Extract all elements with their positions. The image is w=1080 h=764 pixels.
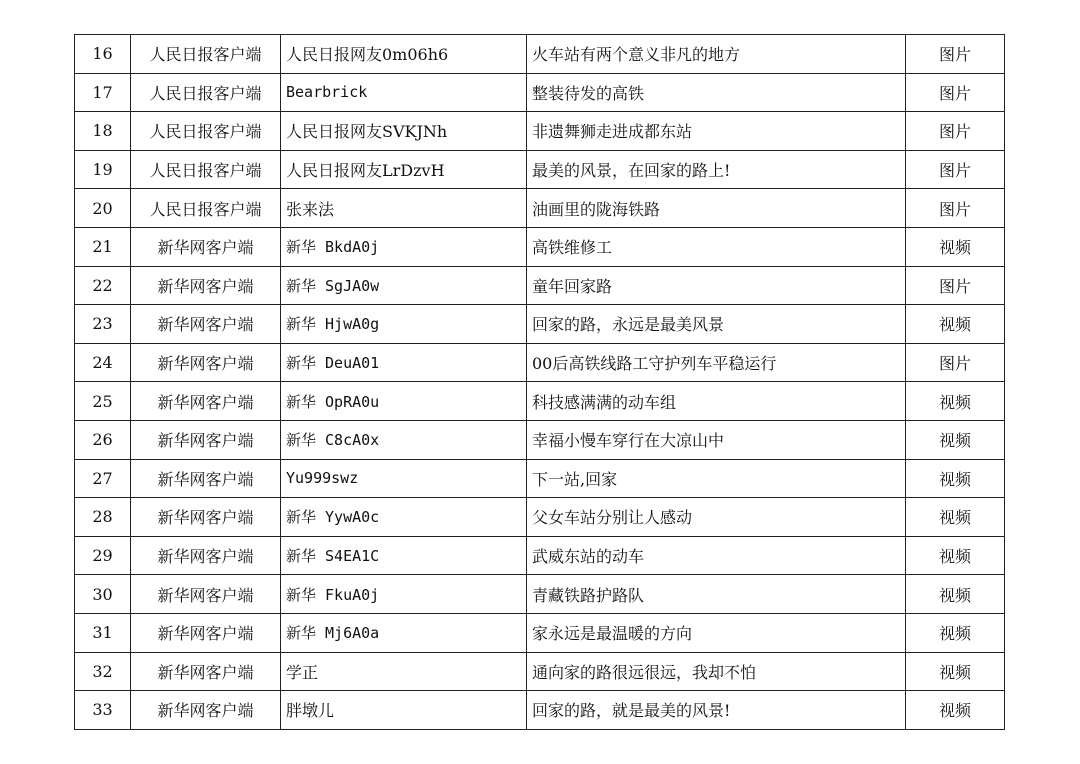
title-cell: 火车站有两个意义非凡的地方 bbox=[527, 35, 906, 74]
row-number: 20 bbox=[75, 189, 131, 228]
table-row bbox=[75, 613, 1005, 652]
source-cell: 新华网客户端 bbox=[131, 691, 281, 730]
title-cell: 父女车站分别让人感动 bbox=[527, 498, 906, 537]
source-cell: 新华网客户端 bbox=[131, 382, 281, 421]
source-cell: 人民日报客户端 bbox=[131, 35, 281, 74]
source-cell: 新华网客户端 bbox=[131, 459, 281, 498]
author-cell: 新华 OpRA0u bbox=[281, 382, 527, 421]
media-type-cell: 图片 bbox=[906, 266, 1005, 305]
table-row bbox=[75, 498, 1005, 537]
media-type-cell: 视频 bbox=[906, 382, 1005, 421]
media-type-cell: 图片 bbox=[906, 189, 1005, 228]
author-cell: 新华 DeuA01 bbox=[281, 343, 527, 382]
title-cell: 下一站,回家 bbox=[527, 459, 906, 498]
table-row bbox=[75, 536, 1005, 575]
source-cell: 新华网客户端 bbox=[131, 652, 281, 691]
media-type-cell: 视频 bbox=[906, 575, 1005, 614]
table-row bbox=[75, 420, 1005, 459]
row-number: 25 bbox=[75, 382, 131, 421]
table-row bbox=[75, 112, 1005, 151]
author-cell: 人民日报网友LrDzvH bbox=[281, 150, 527, 189]
media-type-cell: 视频 bbox=[906, 498, 1005, 537]
title-cell: 回家的路，永远是最美风景 bbox=[527, 305, 906, 344]
title-cell: 科技感满满的动车组 bbox=[527, 382, 906, 421]
table-row bbox=[75, 189, 1005, 228]
title-cell: 整装待发的高铁 bbox=[527, 73, 906, 112]
media-type-cell: 视频 bbox=[906, 691, 1005, 730]
table-row bbox=[75, 227, 1005, 266]
title-cell: 幸福小慢车穿行在大凉山中 bbox=[527, 420, 906, 459]
author-cell: 新华 SgJA0w bbox=[281, 266, 527, 305]
entries-table bbox=[74, 34, 1005, 730]
table-row bbox=[75, 691, 1005, 730]
title-cell: 00后高铁线路工守护列车平稳运行 bbox=[527, 343, 906, 382]
author-cell: 胖墩儿 bbox=[281, 691, 527, 730]
title-cell: 武威东站的动车 bbox=[527, 536, 906, 575]
media-type-cell: 图片 bbox=[906, 35, 1005, 74]
title-cell: 通向家的路很远很远，我却不怕 bbox=[527, 652, 906, 691]
author-cell: 人民日报网友0m06h6 bbox=[281, 35, 527, 74]
row-number: 33 bbox=[75, 691, 131, 730]
row-number: 31 bbox=[75, 613, 131, 652]
author-cell: 新华 S4EA1C bbox=[281, 536, 527, 575]
author-cell: 人民日报网友SVKJNh bbox=[281, 112, 527, 151]
author-cell: 新华 HjwA0g bbox=[281, 305, 527, 344]
source-cell: 新华网客户端 bbox=[131, 227, 281, 266]
author-cell: 新华 YywA0c bbox=[281, 498, 527, 537]
media-type-cell: 图片 bbox=[906, 150, 1005, 189]
row-number: 30 bbox=[75, 575, 131, 614]
title-cell: 童年回家路 bbox=[527, 266, 906, 305]
source-cell: 人民日报客户端 bbox=[131, 150, 281, 189]
row-number: 24 bbox=[75, 343, 131, 382]
source-cell: 新华网客户端 bbox=[131, 536, 281, 575]
row-number: 27 bbox=[75, 459, 131, 498]
author-cell: Bearbrick bbox=[281, 73, 527, 112]
source-cell: 新华网客户端 bbox=[131, 575, 281, 614]
media-type-cell: 视频 bbox=[906, 613, 1005, 652]
row-number: 19 bbox=[75, 150, 131, 189]
author-cell: 新华 BkdA0j bbox=[281, 227, 527, 266]
title-cell: 油画里的陇海铁路 bbox=[527, 189, 906, 228]
title-cell: 回家的路，就是最美的风景! bbox=[527, 691, 906, 730]
source-cell: 人民日报客户端 bbox=[131, 73, 281, 112]
table-row bbox=[75, 150, 1005, 189]
title-cell: 家永远是最温暖的方向 bbox=[527, 613, 906, 652]
source-cell: 新华网客户端 bbox=[131, 420, 281, 459]
source-cell: 新华网客户端 bbox=[131, 498, 281, 537]
media-type-cell: 视频 bbox=[906, 459, 1005, 498]
author-cell: 新华 C8cA0x bbox=[281, 420, 527, 459]
title-cell: 最美的风景，在回家的路上! bbox=[527, 150, 906, 189]
row-number: 26 bbox=[75, 420, 131, 459]
media-type-cell: 图片 bbox=[906, 343, 1005, 382]
source-cell: 新华网客户端 bbox=[131, 305, 281, 344]
row-number: 23 bbox=[75, 305, 131, 344]
title-cell: 青藏铁路护路队 bbox=[527, 575, 906, 614]
source-cell: 新华网客户端 bbox=[131, 266, 281, 305]
row-number: 32 bbox=[75, 652, 131, 691]
table-row bbox=[75, 73, 1005, 112]
media-type-cell: 图片 bbox=[906, 112, 1005, 151]
title-cell: 非遗舞狮走进成都东站 bbox=[527, 112, 906, 151]
author-cell: 张来法 bbox=[281, 189, 527, 228]
title-cell: 高铁维修工 bbox=[527, 227, 906, 266]
table-row bbox=[75, 266, 1005, 305]
media-type-cell: 视频 bbox=[906, 420, 1005, 459]
source-cell: 新华网客户端 bbox=[131, 343, 281, 382]
document-page bbox=[74, 34, 1005, 730]
row-number: 17 bbox=[75, 73, 131, 112]
table-row bbox=[75, 382, 1005, 421]
author-cell: 新华 Mj6A0a bbox=[281, 613, 527, 652]
media-type-cell: 视频 bbox=[906, 227, 1005, 266]
author-cell: 学正 bbox=[281, 652, 527, 691]
row-number: 28 bbox=[75, 498, 131, 537]
table-row bbox=[75, 343, 1005, 382]
row-number: 16 bbox=[75, 35, 131, 74]
media-type-cell: 图片 bbox=[906, 73, 1005, 112]
table-row bbox=[75, 652, 1005, 691]
table-row bbox=[75, 305, 1005, 344]
row-number: 29 bbox=[75, 536, 131, 575]
table-row bbox=[75, 575, 1005, 614]
row-number: 21 bbox=[75, 227, 131, 266]
media-type-cell: 视频 bbox=[906, 305, 1005, 344]
source-cell: 人民日报客户端 bbox=[131, 189, 281, 228]
table-body bbox=[75, 35, 1005, 730]
source-cell: 新华网客户端 bbox=[131, 613, 281, 652]
author-cell: Yu999swz bbox=[281, 459, 527, 498]
media-type-cell: 视频 bbox=[906, 536, 1005, 575]
author-cell: 新华 FkuA0j bbox=[281, 575, 527, 614]
table-row bbox=[75, 35, 1005, 74]
table-row bbox=[75, 459, 1005, 498]
source-cell: 人民日报客户端 bbox=[131, 112, 281, 151]
row-number: 18 bbox=[75, 112, 131, 151]
media-type-cell: 视频 bbox=[906, 652, 1005, 691]
row-number: 22 bbox=[75, 266, 131, 305]
